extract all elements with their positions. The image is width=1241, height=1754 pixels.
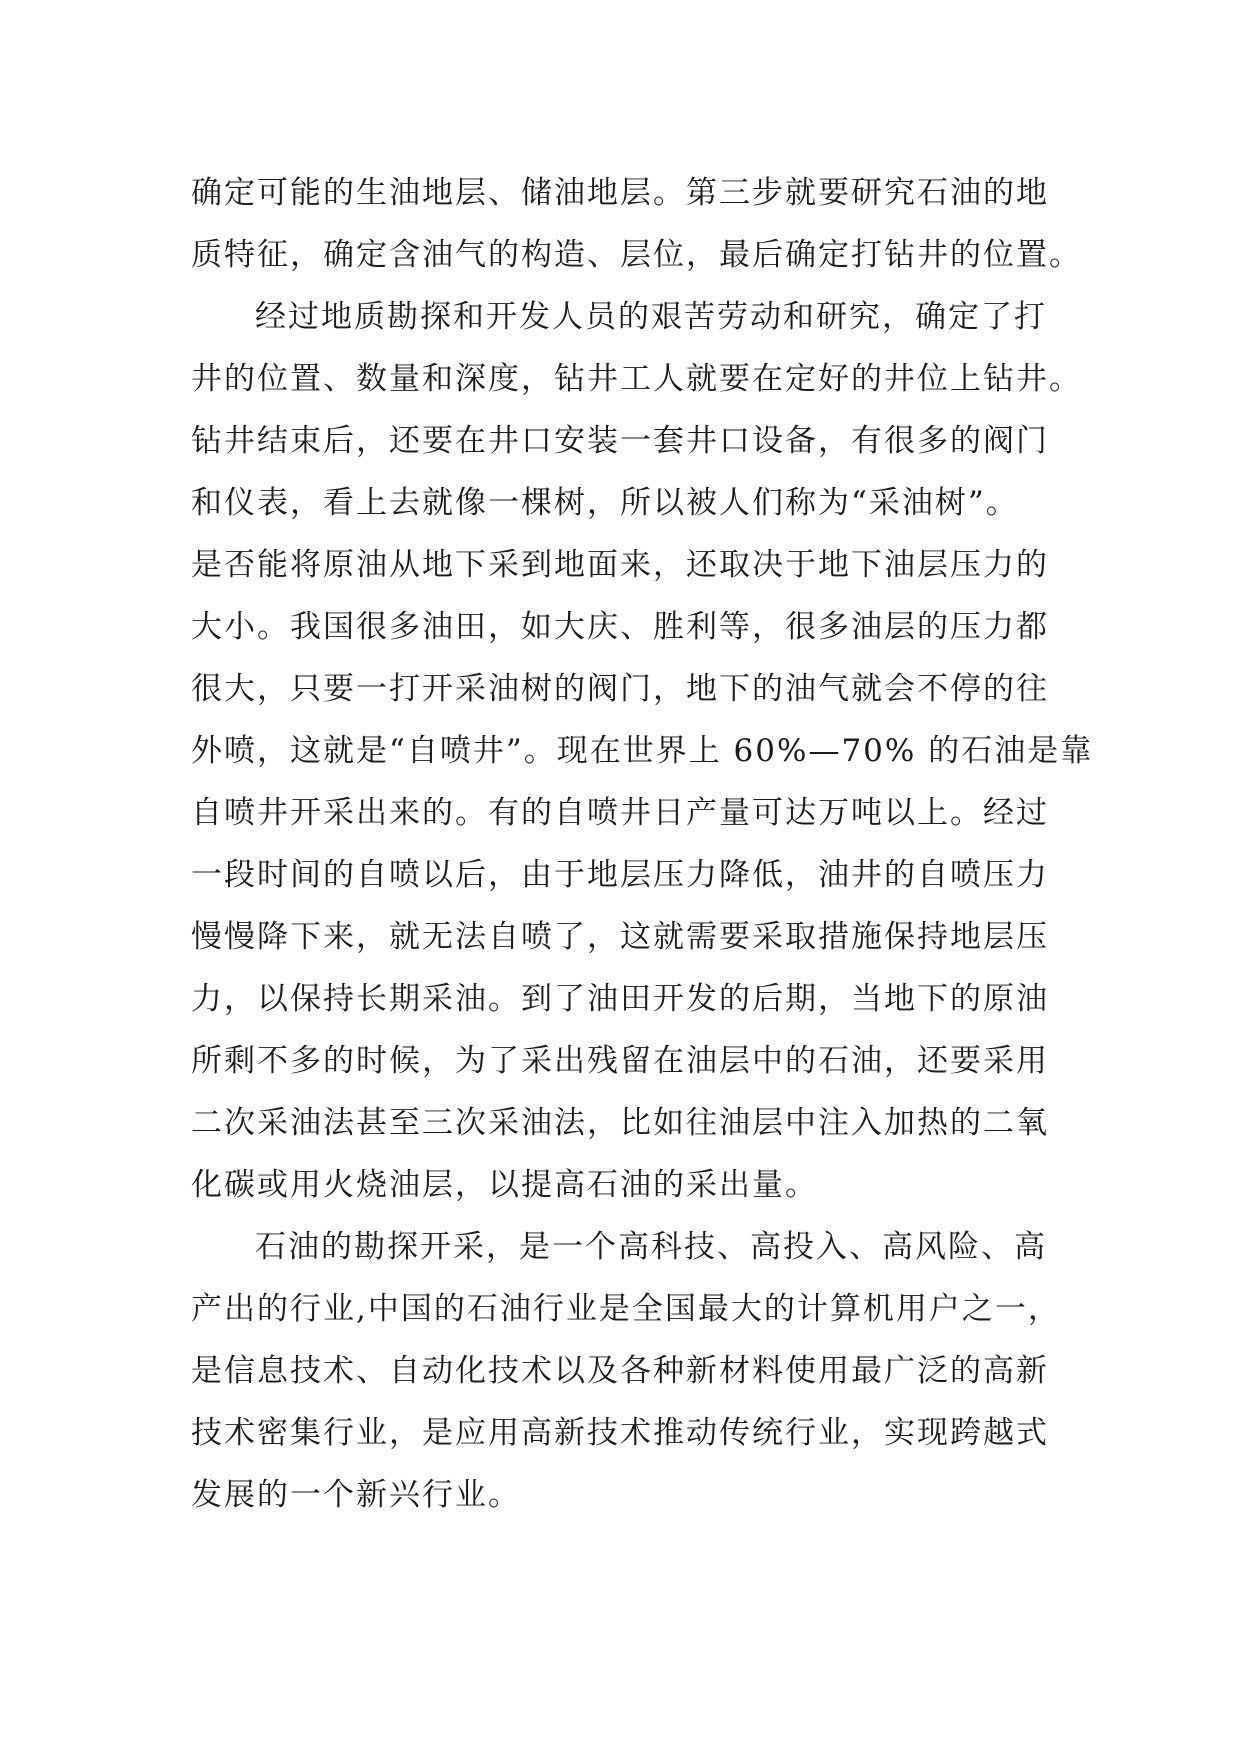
text-line: 确定可能的生油地层、储油地层。第三步就要研究石油的地 (191, 175, 1049, 211)
text-line: 和仪表，看上去就像一棵树，所以被人们称为“采油树”。 (191, 485, 1019, 521)
text-line: 是信息技术、自动化技术以及各种新材料使用最广泛的高新 (191, 1353, 1049, 1389)
text-line: 技术密集行业，是应用高新技术推动传统行业，实现跨越式 (191, 1415, 1049, 1451)
text-line: 所剩不多的时候，为了采出残留在油层中的石油，还要采用 (191, 1043, 1049, 1079)
text-line: 自喷井开采出来的。有的自喷井日产量可达万吨以上。经过 (191, 795, 1049, 831)
text-line: 经过地质勘探和开发人员的艰苦劳动和研究，确定了打 (255, 299, 1047, 335)
paragraph-1 (191, 162, 1082, 286)
text-line: 一段时间的自喷以后，由于地层压力降低，油井的自喷压力 (191, 857, 1049, 893)
paragraph-2 (191, 286, 1094, 1216)
text-line: 慢慢降下来，就无法自喷了，这就需要采取措施保持地层压 (191, 919, 1049, 955)
text-line: 外喷，这就是“自喷井”。现在世界上 60%—70% 的石油是靠 (191, 733, 1094, 769)
text-line: 井的位置、数量和深度，钻井工人就要在定好的井位上钻井。 (191, 361, 1082, 397)
text-line: 化碳或用火烧油层，以提高石油的采出量。 (191, 1167, 818, 1203)
text-line: 力，以保持长期采油。到了油田开发的后期，当地下的原油 (191, 981, 1049, 1017)
text-line: 很大，只要一打开采油树的阀门，地下的油气就会不停的往 (191, 671, 1049, 707)
body-text (191, 162, 1094, 1526)
text-line: 二次采油法甚至三次采油法，比如往油层中注入加热的二氧 (191, 1105, 1049, 1141)
text-line: 发展的一个新兴行业。 (191, 1477, 521, 1513)
text-line: 产出的行业,中国的石油行业是全国最大的计算机用户之一， (191, 1291, 1061, 1327)
paragraph-3 (191, 1216, 1061, 1526)
text-line: 石油的勘探开采，是一个高科技、高投入、高风险、高 (255, 1229, 1047, 1265)
text-line: 钻井结束后，还要在井口安装一套井口设备，有很多的阀门 (191, 423, 1049, 459)
text-line: 大小。我国很多油田，如大庆、胜利等，很多油层的压力都 (191, 609, 1049, 645)
text-line: 质特征，确定含油气的构造、层位，最后确定打钻井的位置。 (191, 237, 1082, 273)
text-line: 是否能将原油从地下采到地面来，还取决于地下油层压力的 (191, 547, 1049, 583)
